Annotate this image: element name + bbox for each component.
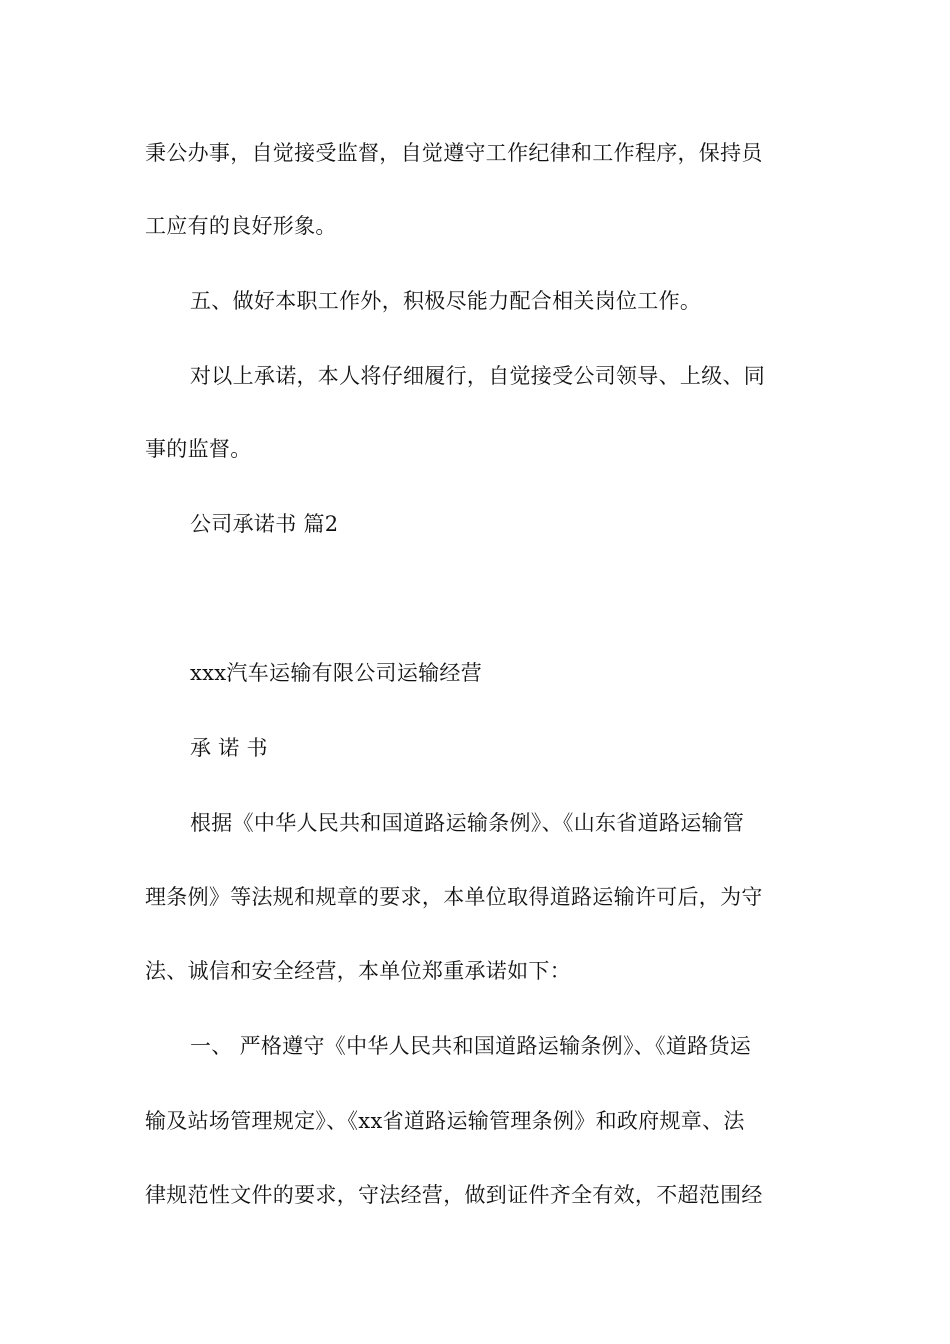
company-title: xxx汽车运输有限公司运输经营	[190, 661, 483, 685]
paragraph-line: 秉公办事，自觉接受监督，自觉遵守工作纪律和工作程序，保持员	[145, 141, 763, 165]
paragraph-line: 工应有的良好形象。	[145, 214, 337, 238]
document-title: 承 诺 书	[190, 736, 268, 760]
paragraph-line: 对以上承诺，本人将仔细履行，自觉接受公司领导、上级、同	[190, 364, 766, 388]
paragraph-line: 根据《中华人民共和国道路运输条例》、《山东省道路运输管	[190, 811, 745, 835]
paragraph-line: 输及站场管理规定》、《xx省道路运输管理条例》和政府规章、法	[145, 1109, 745, 1133]
paragraph-line: 事的监督。	[145, 437, 252, 461]
paragraph-line: 一、 严格遵守《中华人民共和国道路运输条例》、《道路货运	[190, 1034, 752, 1058]
paragraph-line: 法、诚信和安全经营，本单位郑重承诺如下：	[145, 959, 571, 983]
paragraph-line: 五、做好本职工作外，积极尽能力配合相关岗位工作。	[190, 289, 702, 313]
paragraph-line: 理条例》等法规和规章的要求，本单位取得道路运输许可后，为守	[145, 885, 763, 909]
paragraph-line: 律规范性文件的要求，守法经营，做到证件齐全有效，不超范围经	[145, 1183, 763, 1207]
section-heading: 公司承诺书 篇2	[190, 512, 339, 536]
